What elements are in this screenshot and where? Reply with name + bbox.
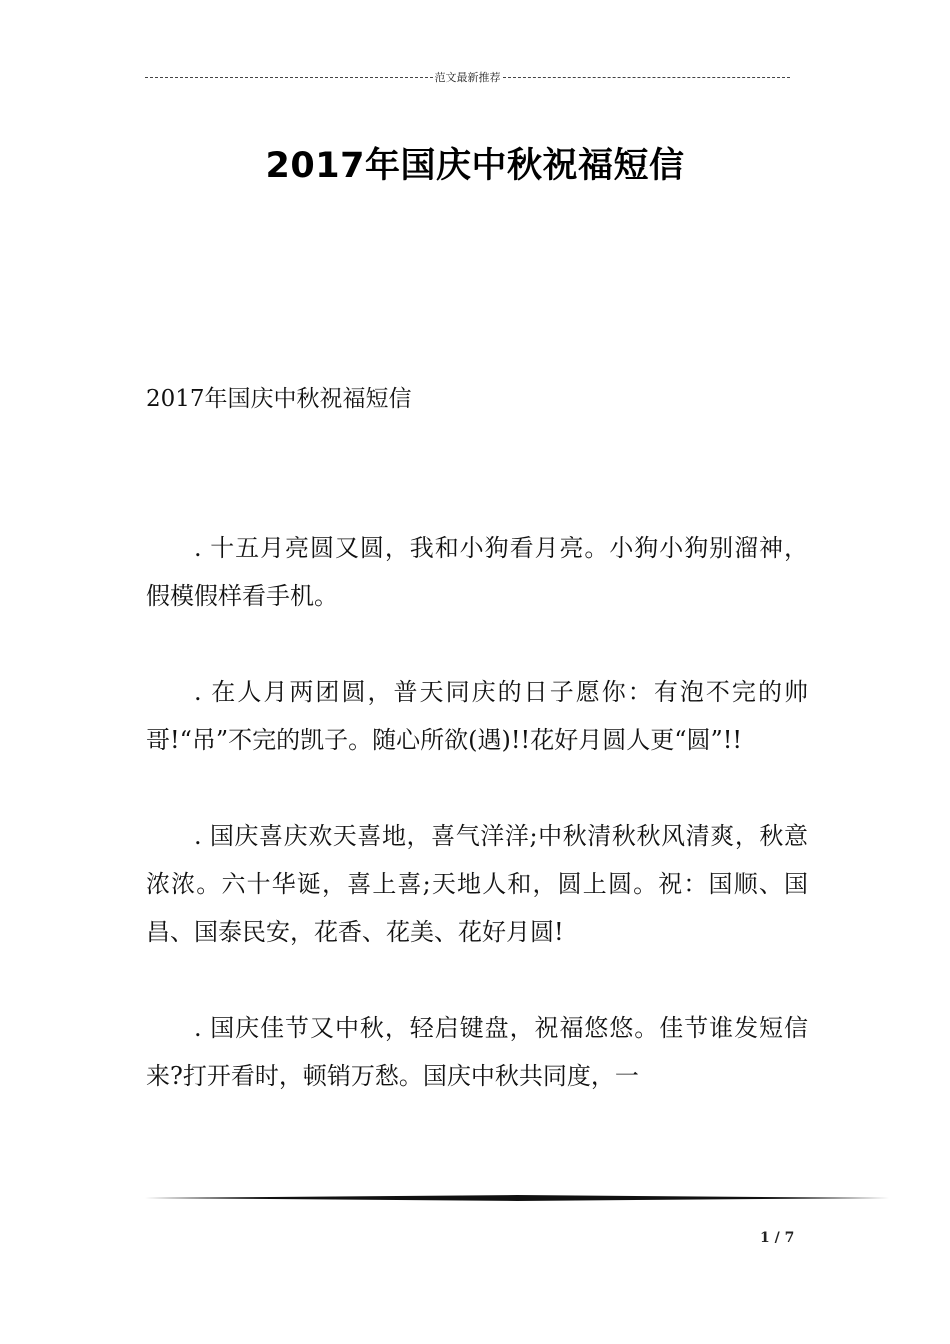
paragraph: . 国庆喜庆欢天喜地，喜气洋洋;中秋清秋秋风清爽，秋意浓浓。六十华诞，喜上喜;天地人和，圆上圆。祝：国顺、国昌、国泰民安，花香、花美、花好月圆!	[146, 822, 808, 946]
page-header	[145, 70, 790, 84]
header-dashed-rule-right	[503, 77, 791, 78]
paragraph: . 在人月两团圆，普天同庆的日子愿你：有泡不完的帅哥!“吊”不完的凯子。随心所欲(遇)!!花好月圆人更“圆”!!	[146, 678, 808, 754]
document-subtitle: 2017年国庆中秋祝福短信	[146, 386, 412, 412]
paragraph: . 国庆佳节又中秋，轻启键盘，祝福悠悠。佳节谁发短信来?打开看时，顿销万愁。国庆中秋共同度，一	[146, 1014, 808, 1090]
footer-rule	[145, 1195, 889, 1201]
header-dashed-rule-left	[145, 77, 433, 78]
document-title: 2017年国庆中秋祝福短信	[265, 146, 685, 186]
paragraph: . 十五月亮圆又圆，我和小狗看月亮。小狗小狗别溜神，假模假样看手机。	[146, 534, 808, 610]
page-number: 1 / 7	[760, 1230, 795, 1246]
header-label: 范文最新推荐	[434, 71, 501, 84]
document-body	[146, 524, 808, 1148]
